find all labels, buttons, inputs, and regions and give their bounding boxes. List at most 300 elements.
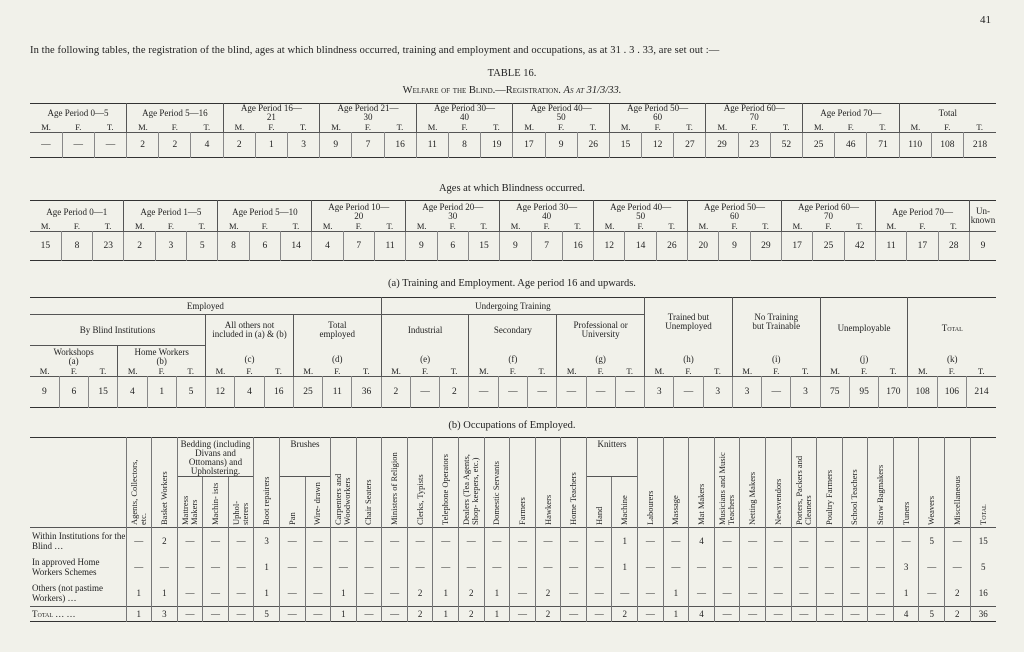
table-cell: 11 bbox=[323, 377, 352, 408]
training-table bbox=[30, 297, 996, 408]
table-cell: — bbox=[528, 377, 557, 408]
table-row bbox=[30, 580, 996, 607]
table-cell: 52 bbox=[770, 133, 802, 158]
table-cell: M. bbox=[406, 221, 437, 232]
table-cell: — bbox=[817, 554, 843, 580]
table-cell: M. bbox=[500, 221, 531, 232]
table-cell bbox=[612, 477, 638, 528]
table-cell: — bbox=[791, 607, 817, 622]
table-cell: — bbox=[817, 580, 843, 607]
table-cell: — bbox=[842, 607, 868, 622]
table-cell: 108 bbox=[931, 133, 963, 158]
table-cell: Unemployable bbox=[820, 298, 908, 346]
column-header: Pan bbox=[286, 512, 297, 525]
table-cell: Undergoing Training bbox=[381, 298, 644, 315]
table-cell: 19 bbox=[481, 133, 513, 158]
table-cell: — bbox=[279, 607, 305, 622]
table-cell: 5 bbox=[919, 607, 945, 622]
table-cell: — bbox=[356, 580, 382, 607]
table-cell: (e) bbox=[381, 346, 469, 367]
table-cell: 4 bbox=[118, 377, 147, 408]
table-cell bbox=[203, 477, 229, 528]
table-cell: — bbox=[586, 607, 612, 622]
table-cell: 12 bbox=[594, 232, 625, 261]
table-cell: 1 bbox=[484, 580, 510, 607]
table-cell: Workshops (a) bbox=[30, 346, 118, 367]
table-cell: (i) bbox=[732, 346, 820, 367]
table-cell: 7 bbox=[531, 232, 562, 261]
table-cell: — bbox=[561, 554, 587, 580]
table-cell: F. bbox=[919, 221, 926, 231]
table-cell: 9 bbox=[500, 232, 531, 261]
table-cell: 1 bbox=[663, 580, 689, 607]
table-row bbox=[30, 366, 996, 377]
table-cell: 3 bbox=[288, 133, 320, 158]
table-cell: 14 bbox=[281, 232, 312, 261]
table-cell: 2 bbox=[223, 133, 255, 158]
table-cell: T. bbox=[686, 122, 693, 132]
column-header: Musicians and Music Teachers bbox=[717, 452, 737, 525]
table-cell: 5 bbox=[970, 554, 996, 580]
table-cell: — bbox=[765, 607, 791, 622]
table-cell: 1 bbox=[147, 377, 176, 408]
table-cell: — bbox=[510, 580, 536, 607]
table-cell: — bbox=[842, 554, 868, 580]
table-cell: 7 bbox=[352, 133, 384, 158]
table-cell: — bbox=[638, 580, 664, 607]
table-cell: Age Period 30—40 bbox=[416, 104, 513, 123]
table-cell: — bbox=[842, 580, 868, 607]
table-cell: T. bbox=[362, 366, 370, 376]
table-cell: — bbox=[817, 528, 843, 555]
table-cell bbox=[535, 438, 561, 528]
table-cell: 16 bbox=[264, 377, 293, 408]
table-cell: F. bbox=[364, 122, 372, 132]
table-cell: — bbox=[126, 528, 152, 555]
table-cell: — bbox=[305, 528, 331, 555]
column-header: Netting Makers bbox=[747, 471, 758, 525]
table-row bbox=[30, 298, 996, 315]
table-cell: T. bbox=[480, 221, 488, 231]
column-header: Carpenters and Woodworkers bbox=[333, 473, 353, 525]
table-cell: — bbox=[561, 607, 587, 622]
table-cell: — bbox=[356, 607, 382, 622]
table-cell: F. bbox=[731, 221, 738, 231]
column-header: Home Teachers bbox=[568, 472, 579, 525]
table-cell: 4 bbox=[235, 377, 264, 408]
table-cell: 9 bbox=[970, 232, 997, 261]
table-cell: — bbox=[615, 377, 644, 408]
table-cell: — bbox=[382, 554, 408, 580]
table-cell: Within Institutions for the Blind … bbox=[32, 531, 126, 551]
table-cell: 1 bbox=[433, 580, 459, 607]
table-cell bbox=[714, 438, 740, 528]
table-cell: 3 bbox=[152, 607, 178, 622]
table-cell: 110 bbox=[899, 133, 931, 158]
table-cell: 7 bbox=[343, 232, 374, 261]
table-cell: 2 bbox=[127, 133, 159, 158]
column-header: Straw Bagmakers bbox=[875, 464, 886, 525]
table-cell: Un- known bbox=[970, 201, 997, 232]
table-cell: M. bbox=[782, 221, 813, 232]
table-cell: 5 bbox=[919, 528, 945, 555]
table-cell: M. bbox=[41, 122, 51, 132]
table-cell: — bbox=[382, 580, 408, 607]
table-cell: M. bbox=[206, 366, 235, 377]
training-title: (a) Training and Employment. Age period 16 and upwards. bbox=[388, 278, 636, 289]
table-cell: (h) bbox=[645, 346, 733, 367]
table-cell: — bbox=[689, 554, 715, 580]
table-cell: 12 bbox=[206, 377, 235, 408]
table-cell: 214 bbox=[967, 377, 997, 408]
occupations-table bbox=[30, 437, 996, 622]
table-cell: 9 bbox=[320, 133, 352, 158]
table-cell: M. bbox=[381, 366, 410, 377]
table-cell: T. bbox=[396, 122, 404, 132]
table-cell: — bbox=[586, 377, 615, 408]
table-cell: 26 bbox=[577, 133, 609, 158]
table-cell: — bbox=[305, 554, 331, 580]
table-cell: 2 bbox=[152, 528, 178, 555]
table-cell: F. bbox=[825, 221, 832, 231]
table-cell: Age Period 0—1 bbox=[46, 206, 108, 217]
table-row bbox=[30, 528, 996, 555]
table-cell: Professional or University bbox=[557, 315, 645, 346]
table-cell: — bbox=[484, 554, 510, 580]
table-cell bbox=[663, 438, 689, 528]
table-cell: — bbox=[586, 528, 612, 555]
table-cell: 2 bbox=[535, 607, 561, 622]
table-cell bbox=[970, 438, 996, 528]
table-cell: M. bbox=[127, 122, 159, 133]
table-cell: M. bbox=[803, 122, 835, 133]
table-cell: 15 bbox=[609, 133, 641, 158]
table-cell: — bbox=[177, 580, 203, 607]
column-header: School Teachers bbox=[849, 469, 860, 525]
table-cell: — bbox=[407, 528, 433, 555]
table-cell: — bbox=[228, 554, 254, 580]
table-cell: T. bbox=[574, 221, 582, 231]
table-cell: 25 bbox=[293, 377, 322, 408]
table-row bbox=[30, 201, 996, 222]
column-header: Machine bbox=[619, 495, 630, 525]
table-cell: — bbox=[203, 528, 229, 555]
table-cell: 15 bbox=[89, 377, 118, 408]
table-cell: 16 bbox=[562, 232, 593, 261]
table-cell: By Blind Institutions bbox=[79, 324, 156, 335]
table-cell bbox=[407, 438, 433, 528]
table-cell bbox=[459, 438, 485, 528]
table-cell bbox=[305, 477, 331, 528]
table-cell: T. bbox=[889, 366, 897, 376]
table-cell: T. bbox=[762, 221, 769, 231]
column-header: Mat Makers bbox=[696, 483, 706, 525]
table-cell: 2 bbox=[945, 607, 971, 622]
table-cell: 1 bbox=[484, 607, 510, 622]
table-cell: Age Period 16—21 bbox=[223, 104, 320, 123]
table-cell: 3 bbox=[254, 528, 280, 555]
table-cell: Trained but Unemployed bbox=[645, 298, 733, 346]
table-cell bbox=[177, 477, 203, 528]
table-cell: — bbox=[765, 528, 791, 555]
table-cell: T. bbox=[950, 221, 957, 231]
table-cell: 106 bbox=[937, 377, 966, 408]
table-cell bbox=[356, 438, 382, 528]
table-cell: 6 bbox=[437, 232, 468, 261]
table-cell: 8 bbox=[218, 232, 249, 261]
column-header: Tuners bbox=[900, 501, 911, 525]
table-cell: F. bbox=[685, 366, 692, 376]
table-cell: — bbox=[561, 528, 587, 555]
table-cell: F. bbox=[158, 366, 165, 376]
table-cell: 1 bbox=[663, 607, 689, 622]
table-cell: — bbox=[228, 607, 254, 622]
table-cell: T. bbox=[187, 366, 195, 376]
table-cell: Brushes bbox=[279, 438, 330, 477]
table-cell: Age Period 60—70 bbox=[782, 201, 876, 222]
table-cell: F. bbox=[171, 122, 178, 132]
table-cell: (f) bbox=[469, 346, 557, 367]
table-cell: M. bbox=[706, 122, 738, 133]
table-cell: 9 bbox=[719, 232, 750, 261]
table-cell: — bbox=[868, 607, 894, 622]
table-cell: M. bbox=[118, 366, 147, 377]
table-cell: (c) bbox=[206, 346, 294, 367]
table-cell: No Training but Trainable bbox=[732, 298, 820, 346]
table-cell bbox=[868, 438, 894, 528]
table-row bbox=[30, 232, 996, 261]
table-cell: F. bbox=[751, 122, 758, 132]
table-row bbox=[30, 377, 996, 408]
table-cell: 23 bbox=[738, 133, 770, 158]
column-header: Hand bbox=[593, 506, 604, 525]
table-cell: Bedding (including Divans and Ottomans) and Upholstering. bbox=[177, 438, 254, 477]
table-cell: (g) bbox=[557, 346, 645, 367]
column-header: Porters, Packers and Cleaners bbox=[793, 455, 813, 525]
table-row bbox=[30, 438, 996, 477]
table-cell bbox=[740, 438, 766, 528]
table-cell: 5 bbox=[187, 232, 218, 261]
table-row bbox=[30, 607, 996, 622]
table-cell bbox=[228, 477, 254, 528]
table-cell: M. bbox=[609, 122, 641, 133]
table-cell: T. bbox=[203, 122, 211, 132]
table-cell bbox=[254, 438, 280, 528]
table-cell: 1 bbox=[126, 607, 152, 622]
table-cell: — bbox=[868, 528, 894, 555]
table-cell: 12 bbox=[642, 133, 674, 158]
table-cell: — bbox=[765, 554, 791, 580]
table-cell: 1 bbox=[254, 580, 280, 607]
table-cell: 26 bbox=[656, 232, 687, 261]
table-cell: — bbox=[433, 528, 459, 555]
table-cell: 1 bbox=[255, 133, 287, 158]
table-cell: T. bbox=[977, 366, 985, 376]
table-cell: F. bbox=[461, 122, 468, 132]
table-16-title: Welfare of the Blind.—Registration. As at 31/3/33. bbox=[402, 85, 622, 96]
table-cell: — bbox=[382, 528, 408, 555]
table-cell: F. bbox=[847, 122, 854, 132]
table-cell bbox=[919, 438, 945, 528]
table-cell: 11 bbox=[875, 232, 906, 261]
table-cell: 16 bbox=[384, 133, 416, 158]
table-cell: T. bbox=[538, 366, 546, 376]
table-cell: M. bbox=[908, 366, 937, 377]
table-cell: 5 bbox=[176, 377, 205, 408]
table-cell: 75 bbox=[820, 377, 849, 408]
table-cell: 36 bbox=[970, 607, 996, 622]
table-cell bbox=[893, 438, 919, 528]
table-cell bbox=[30, 438, 126, 528]
table-cell: — bbox=[868, 580, 894, 607]
registration-table bbox=[30, 103, 996, 158]
table-cell: 15 bbox=[468, 232, 499, 261]
table-cell: 2 bbox=[159, 133, 191, 158]
table-cell: F. bbox=[422, 366, 429, 376]
table-cell: 3 bbox=[791, 377, 820, 408]
table-cell: Age Period 1—5 bbox=[124, 201, 218, 222]
table-cell: 17 bbox=[782, 232, 813, 261]
table-cell: M. bbox=[416, 122, 448, 133]
table-cell: M. bbox=[513, 122, 545, 133]
table-cell: 1 bbox=[126, 580, 152, 607]
table-cell: T. bbox=[198, 221, 206, 231]
table-cell: 2 bbox=[459, 580, 485, 607]
table-cell bbox=[586, 477, 612, 528]
table-cell: — bbox=[945, 528, 971, 555]
column-header: Chair Seaters bbox=[363, 479, 374, 525]
table-cell: — bbox=[469, 377, 498, 408]
table-cell: F. bbox=[773, 366, 780, 376]
table-cell: F. bbox=[558, 122, 565, 132]
table-cell: — bbox=[663, 528, 689, 555]
table-cell: — bbox=[510, 528, 536, 555]
table-cell: F. bbox=[449, 221, 456, 231]
table-cell: 3 bbox=[893, 554, 919, 580]
table-cell: Industrial bbox=[381, 315, 469, 346]
table-cell: M. bbox=[223, 122, 255, 133]
table-cell: — bbox=[740, 607, 766, 622]
table-cell: F. bbox=[167, 221, 174, 231]
table-cell: T. bbox=[450, 366, 458, 376]
table-cell: M. bbox=[312, 221, 343, 232]
table-cell: M. bbox=[293, 366, 322, 377]
table-cell: All others not included in (a) & (b) bbox=[206, 315, 294, 346]
table-row bbox=[30, 104, 996, 123]
column-header: Newsvendors bbox=[772, 478, 783, 525]
table-cell: T. bbox=[99, 366, 107, 376]
table-cell: 17 bbox=[907, 232, 938, 261]
table-cell: 28 bbox=[938, 232, 969, 261]
table-cell: — bbox=[279, 554, 305, 580]
table-cell: — bbox=[762, 377, 791, 408]
table-cell: 1 bbox=[331, 580, 357, 607]
table-cell bbox=[791, 438, 817, 528]
table-cell bbox=[638, 438, 664, 528]
table-cell: — bbox=[410, 377, 439, 408]
table-cell: 1 bbox=[433, 607, 459, 622]
table-cell: — bbox=[279, 580, 305, 607]
table-cell: F. bbox=[355, 221, 362, 231]
table-cell: — bbox=[919, 580, 945, 607]
table-cell: Knitters bbox=[586, 438, 637, 477]
column-header: Ministers of Religion bbox=[389, 452, 400, 525]
table-cell: T. bbox=[668, 221, 675, 231]
table-cell: (j) bbox=[820, 346, 908, 367]
table-cell: 71 bbox=[867, 133, 899, 158]
table-cell bbox=[765, 438, 791, 528]
table-cell: 3 bbox=[155, 232, 186, 261]
table-cell: — bbox=[305, 580, 331, 607]
column-header: Basket Workers bbox=[158, 471, 169, 525]
table-cell: 29 bbox=[706, 133, 738, 158]
table-cell: F. bbox=[637, 221, 644, 231]
table-cell: 2 bbox=[407, 580, 433, 607]
table-cell: Age Period 5—10 bbox=[218, 201, 312, 222]
table-cell: 8 bbox=[448, 133, 480, 158]
table-cell: 20 bbox=[688, 232, 719, 261]
table-16-label: TABLE 16. bbox=[487, 68, 537, 79]
table-cell: F. bbox=[597, 366, 604, 376]
ages-title: Ages at which Blindness occurred. bbox=[438, 183, 586, 194]
table-cell: T. bbox=[856, 221, 863, 231]
table-row bbox=[30, 221, 996, 232]
table-cell: 1 bbox=[331, 607, 357, 622]
table-cell: — bbox=[305, 607, 331, 622]
table-cell: — bbox=[459, 554, 485, 580]
table-cell: 3 bbox=[703, 377, 732, 408]
table-cell: 2 bbox=[124, 232, 155, 261]
table-cell: 2 bbox=[945, 580, 971, 607]
table-cell: — bbox=[714, 528, 740, 555]
table-cell: 4 bbox=[312, 232, 343, 261]
column-header: Massage bbox=[670, 495, 681, 525]
intro-text: In the following tables, the registration of the blind, ages at which blindness occurred, training and employment and occupations, as at 31 . 3 . 33, are set out :— bbox=[30, 45, 720, 56]
table-cell: M. bbox=[124, 221, 155, 232]
table-cell: — bbox=[535, 554, 561, 580]
table-cell: — bbox=[638, 607, 664, 622]
table-cell: — bbox=[714, 580, 740, 607]
table-cell: F. bbox=[261, 221, 268, 231]
table-cell: 170 bbox=[879, 377, 908, 408]
column-header: Total bbox=[977, 504, 988, 525]
table-cell: Age Period 10—20 bbox=[312, 201, 406, 222]
column-header: Poultry Farmers bbox=[823, 469, 834, 525]
table-cell: (d) bbox=[293, 346, 381, 367]
table-cell: T. bbox=[275, 366, 282, 376]
table-cell: — bbox=[714, 554, 740, 580]
table-cell: Age Period 70— bbox=[803, 104, 900, 123]
table-cell: — bbox=[152, 554, 178, 580]
table-cell: — bbox=[228, 528, 254, 555]
table-row bbox=[30, 133, 996, 158]
table-cell: — bbox=[177, 528, 203, 555]
table-cell: — bbox=[893, 528, 919, 555]
page-number: 41 bbox=[980, 14, 991, 26]
table-cell: Age Period 0—5 bbox=[47, 107, 109, 118]
column-header: Hawkers bbox=[542, 494, 553, 525]
table-cell: F. bbox=[944, 122, 951, 132]
table-cell: 108 bbox=[908, 377, 937, 408]
table-cell: — bbox=[714, 607, 740, 622]
table-cell: — bbox=[356, 554, 382, 580]
table-cell: — bbox=[674, 377, 703, 408]
table-cell bbox=[510, 438, 536, 528]
table-cell: — bbox=[279, 528, 305, 555]
table-cell: — bbox=[41, 140, 51, 150]
table-row bbox=[30, 346, 996, 367]
table-cell: Age Period 40—50 bbox=[594, 201, 688, 222]
